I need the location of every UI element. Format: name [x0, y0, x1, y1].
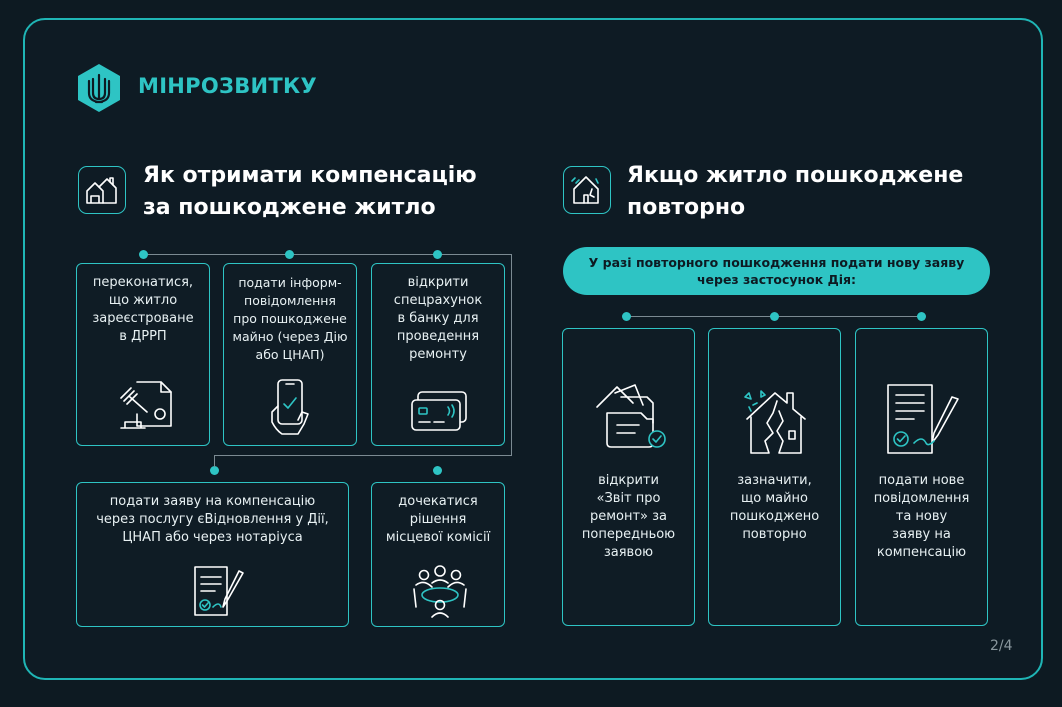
signed-document-icon [187, 561, 247, 621]
connector-line [214, 455, 512, 456]
text-line: заявою [603, 545, 654, 560]
text-line: що майно [740, 491, 808, 506]
text-line: «Звіт про [596, 491, 661, 506]
text-line: попередньою [581, 527, 676, 542]
connector-line [214, 455, 215, 467]
text-line: подати нове [878, 473, 965, 488]
damaged-house-icon [563, 166, 611, 214]
text-line: ремонт» за [589, 509, 668, 524]
step-dot [770, 312, 779, 321]
text-line: компенсацію [876, 545, 967, 560]
step-dot [917, 312, 926, 321]
connector-line [511, 254, 512, 456]
text-line: пошкоджено [729, 509, 820, 524]
houses-icon [78, 166, 126, 214]
left-section-title [143, 160, 477, 224]
text-line: подати інформ- [238, 275, 342, 290]
step-dot [210, 466, 219, 475]
right-step-1-text [563, 472, 694, 562]
text-line: майно (через Дію [232, 329, 348, 344]
left-step-5-text [372, 493, 504, 547]
left-step-4-text [77, 493, 348, 547]
right-title-line1: Якщо житло пошкоджене [627, 163, 964, 188]
right-step-2 [708, 328, 841, 626]
repeat-damage-banner [563, 247, 990, 295]
commission-meeting-icon [410, 561, 470, 619]
text-line: проведення [396, 329, 480, 344]
right-step-2-text [709, 472, 840, 544]
left-step-3-text [372, 274, 504, 364]
left-title-line2: за пошкоджене житло [143, 195, 436, 220]
step-dot [139, 250, 148, 259]
left-title-line1: Як отримати компенсацію [143, 163, 477, 188]
application-pen-icon [884, 383, 964, 457]
page-number: 2/4 [990, 638, 1013, 654]
left-step-5 [371, 482, 505, 627]
bank-card-icon [408, 388, 470, 436]
step-dot [433, 250, 442, 259]
text-line: дочекатися [398, 494, 478, 509]
right-section-title [627, 160, 963, 224]
text-line: про пошкоджене [233, 311, 347, 326]
brand-name: МІНРОЗВИТКУ [138, 74, 318, 98]
right-step-3-text [856, 472, 987, 562]
text-line: ремонту [409, 347, 467, 362]
law-document-icon [117, 376, 179, 432]
banner-line2: через застосунок Дія: [696, 272, 857, 287]
phone-hand-icon [268, 376, 318, 438]
text-line: відкрити [598, 473, 659, 488]
connector-line [143, 254, 512, 255]
text-line: спецрахунок [393, 293, 483, 308]
left-step-1 [76, 263, 210, 446]
text-line: через послугу єВідновлення у Дії, [96, 512, 329, 527]
text-line: повідомлення [244, 293, 336, 308]
right-step-1 [562, 328, 695, 626]
text-line: та нову [895, 509, 948, 524]
text-line: ЦНАП або через нотаріуса [122, 530, 303, 545]
left-step-3 [371, 263, 505, 446]
text-line: зазначити, [737, 473, 812, 488]
report-documents-icon [591, 383, 671, 455]
text-line: в ДРРП [119, 329, 167, 344]
step-dot [285, 250, 294, 259]
text-line: що житло [108, 293, 178, 308]
text-line: місцевої комісії [385, 530, 491, 545]
text-line: в банку для [397, 311, 479, 326]
trident-hex-icon [76, 63, 122, 113]
right-title-line2: повторно [627, 195, 746, 220]
text-line: відкрити [407, 275, 469, 290]
text-line: або ЦНАП) [255, 347, 325, 362]
left-step-4 [76, 482, 349, 627]
text-line: рішення [409, 512, 467, 527]
left-step-2 [223, 263, 357, 446]
text-line: переконатися, [92, 275, 194, 290]
left-step-2-text [224, 274, 356, 364]
broken-house-icon [739, 383, 813, 457]
step-dot [622, 312, 631, 321]
left-step-1-text [77, 274, 209, 346]
text-line: повідомлення [873, 491, 970, 506]
step-dot [433, 466, 442, 475]
right-step-3 [855, 328, 988, 626]
text-line: заяву на [892, 527, 951, 542]
text-line: повторно [742, 527, 807, 542]
text-line: подати заяву на компенсацію [109, 494, 316, 509]
banner-line1: У разі повторного пошкодження подати нову заяву [588, 255, 965, 270]
text-line: зареєстроване [92, 311, 194, 326]
